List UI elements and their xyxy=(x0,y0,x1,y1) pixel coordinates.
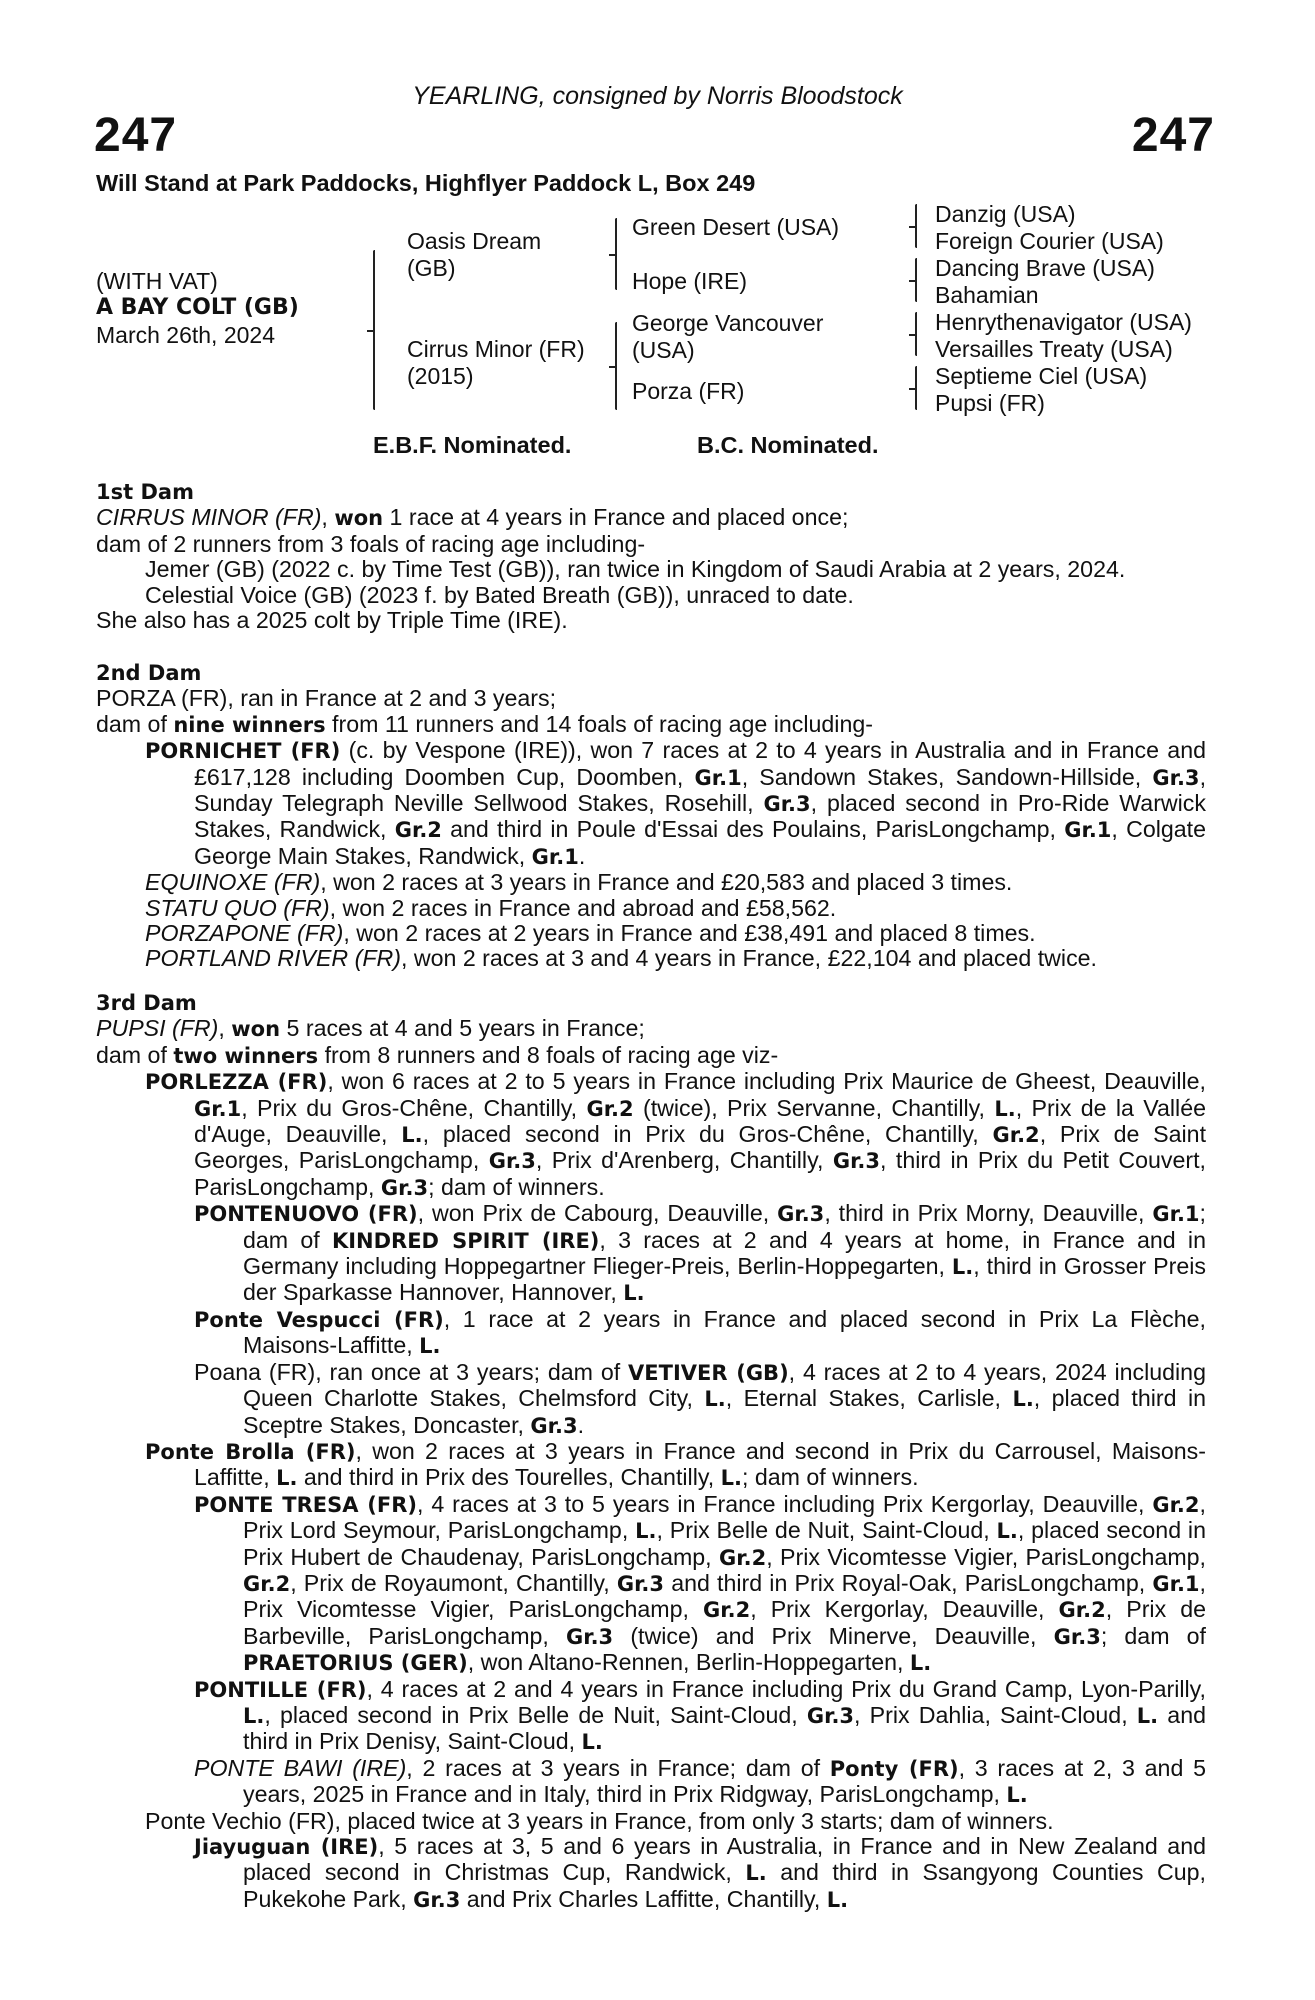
first-dam-record: CIRRUS MINOR (FR), won 1 race at 4 years in France and placed once; xyxy=(96,504,849,531)
stabling-location: Will Stand at Park Paddocks, Highflyer Paddock L, Box 249 xyxy=(96,170,756,196)
pedigree-brace-g2 xyxy=(915,258,917,302)
produce-entry: Celestial Voice (GB) (2023 f. by Bated Breath (GB)), unraced to date. xyxy=(145,581,854,608)
pedigree-brace-dam xyxy=(615,322,617,410)
g3-ancestor: Danzig (USA) xyxy=(935,201,1076,227)
third-dam-heading: 3rd Dam xyxy=(96,991,197,1015)
produce-entry-ponte-brolla: Ponte Brolla (FR), won 2 races at 3 years in France and second in Prix du Carrousel, Maisons-Laffitte, L. and third in Prix des Tourelles, Chantilly, L.; dam of winners. xyxy=(145,1437,1206,1491)
produce-entry-porlezza: PORLEZZA (FR), won 6 races at 2 to 5 years in France including Prix Maurice de Gheest, Deauville, Gr.1, Prix du Gros-Chêne, Chantilly, Gr.2 (twice), Prix Servanne, Chantilly, L., Prix de la Vallée d'Auge, Deauville, L., placed second in Prix du Gros-Chêne, Chantilly, Gr.2, Prix de Saint Georges, ParisLongchamp, Gr.3, Prix d'Arenberg, Chantilly, Gr.3, third in Prix du Petit Couvert, ParisLongchamp, Gr.3; dam of winners. xyxy=(145,1068,1207,1200)
bc-nomination: B.C. Nominated. xyxy=(697,432,879,458)
produce-entry-ponte-vespucci: Ponte Vespucci (FR), 1 race at 2 years in France and placed second in Prix La Flèche, Maisons-Laffitte, L. xyxy=(194,1305,1206,1359)
produce-entry: STATU QUO (FR), won 2 races in France and abroad and £58,562. xyxy=(145,894,837,921)
g3-ancestor: Henrythenavigator (USA) xyxy=(935,309,1192,335)
third-dam-section xyxy=(96,991,1206,1913)
third-dam-produce-summary: dam of two winners from 8 runners and 8 foals of racing age viz- xyxy=(96,1041,779,1068)
pedigree-brace-g1 xyxy=(915,204,917,248)
g3-ancestor: Bahamian xyxy=(935,282,1039,308)
dam-dam: Porza (FR) xyxy=(632,378,745,404)
g3-ancestor: Dancing Brave (USA) xyxy=(935,255,1155,281)
second-dam-produce-summary: dam of nine winners from 11 runners and 14 foals of racing age including- xyxy=(96,710,873,737)
produce-entry-poana: Poana (FR), ran once at 3 years; dam of VETIVER (GB), 4 races at 2 to 4 years, 2024 including Queen Charlotte Stakes, Chelmsford City, L., Eternal Stakes, Carlisle, L., placed third in Sceptre Stakes, Doncaster, Gr.3. xyxy=(194,1358,1206,1438)
g3-ancestor: Pupsi (FR) xyxy=(935,390,1045,416)
produce-note: She also has a 2025 colt by Triple Time (IRE). xyxy=(96,607,568,634)
produce-entry-pornichet: PORNICHET (FR) (c. by Vespone (IRE)), won 7 races at 2 to 4 years in Australia and in France and £617,128 including Doomben Cup, Doomben, Gr.1, Sandown Stakes, Sandown-Hillside, Gr.3, Sunday Telegraph Neville Sellwood Stakes, Rosehill, Gr.3, placed second in Pro-Ride Warwick Stakes, Randwick, Gr.2 and third in Poule d'Essai des Poulains, ParisLongchamp, Gr.1, Colgate George Main Stakes, Randwick, Gr.1. xyxy=(145,737,1207,869)
first-dam-section xyxy=(96,480,1206,633)
foaling-date: March 26th, 2024 xyxy=(96,322,276,348)
catalogue-subtitle: YEARLING, consigned by Norris Bloodstock xyxy=(412,82,903,110)
sire-name: Oasis Dream xyxy=(407,228,542,254)
produce-entry: PORZAPONE (FR), won 2 races at 2 years in France and £38,491 and placed 8 times. xyxy=(145,920,1036,947)
pedigree-brace-sire xyxy=(615,218,617,290)
produce-entry-ponte-bawi: PONTE BAWI (IRE), 2 races at 3 years in France; dam of Ponty (FR), 3 races at 2, 3 and 5 years, 2025 in France and in Italy, third in Prix Ridgway, ParisLongchamp, L. xyxy=(194,1754,1206,1808)
vat-note: (WITH VAT) xyxy=(96,268,218,294)
second-dam-record: PORZA (FR), ran in France at 2 and 3 years; xyxy=(96,685,557,712)
horse-name: A BAY COLT (GB) xyxy=(96,295,299,320)
produce-entry-pontille: PONTILLE (FR), 4 races at 2 and 4 years in France including Prix du Grand Camp, Lyon-Parilly, L., placed second in Prix Belle de Nuit, Saint-Cloud, Gr.3, Prix Dahlia, Saint-Cloud, L. and third in Prix Denisy, Saint-Cloud, L. xyxy=(194,1675,1206,1755)
sire-sire: Green Desert (USA) xyxy=(632,214,840,240)
g3-ancestor: Versailles Treaty (USA) xyxy=(935,336,1173,362)
sire-dam: Hope (IRE) xyxy=(632,268,748,294)
sire-country: (GB) xyxy=(407,255,456,281)
produce-entry: Jemer (GB) (2022 c. by Time Test (GB)), ran twice in Kingdom of Saudi Arabia at 2 years, 2024. xyxy=(145,556,1126,583)
produce-entry-ponte-vechio: Ponte Vechio (FR), placed twice at 3 years in France, from only 3 starts; dam of winners. xyxy=(145,1807,1054,1834)
first-dam-produce-summary: dam of 2 runners from 3 foals of racing age including- xyxy=(96,530,646,557)
dam-sire-country: (USA) xyxy=(632,337,695,363)
produce-entry: EQUINOXE (FR), won 2 races at 3 years in France and £20,583 and placed 3 times. xyxy=(145,869,1013,896)
produce-entry: PORTLAND RIVER (FR), won 2 races at 3 and 4 years in France, £22,104 and placed twice. xyxy=(145,945,1097,972)
second-dam-heading: 2nd Dam xyxy=(96,661,202,685)
third-dam-record: PUPSI (FR), won 5 races at 4 and 5 years in France; xyxy=(96,1015,645,1042)
pedigree-brace-g4 xyxy=(915,366,917,410)
produce-entry-pontenuovo: PONTENUOVO (FR), won Prix de Cabourg, Deauville, Gr.3, third in Prix Morny, Deauville, Gr.1; dam of KINDRED SPIRIT (IRE), 3 races at 2 and 4 years at home, in France and in Germany including Hoppegartner Flieger-Preis, Berlin-Hoppegarten, L., third in Grosser Preis der Sparkasse Hannover, Hannover, L. xyxy=(194,1200,1207,1306)
lot-number-left: 247 xyxy=(94,109,178,162)
ebf-nomination: E.B.F. Nominated. xyxy=(373,432,572,458)
dam-sire: George Vancouver xyxy=(632,310,824,336)
g3-ancestor: Foreign Courier (USA) xyxy=(935,228,1164,254)
dam-name: Cirrus Minor (FR) xyxy=(407,336,585,362)
second-dam-section xyxy=(96,661,1206,972)
pedigree-brace-1 xyxy=(373,250,375,410)
pedigree-brace-g3 xyxy=(915,312,917,356)
g3-ancestor: Septieme Ciel (USA) xyxy=(935,363,1148,389)
produce-entry-ponte-tresa: PONTE TRESA (FR), 4 races at 3 to 5 years in France including Prix Kergorlay, Deauville, Gr.2, Prix Lord Seymour, ParisLongchamp, L., Prix Belle de Nuit, Saint-Cloud, L., placed second in Prix Hubert de Chaudenay, ParisLongchamp, Gr.2, Prix Vicomtesse Vigier, ParisLongchamp, Gr.2, Prix de Royaumont, Chantilly, Gr.3 and third in Prix Royal-Oak, ParisLongchamp, Gr.1, Prix Vicomtesse Vigier, ParisLongchamp, Gr.2, Prix Kergorlay, Deauville, Gr.2, Prix de Barbeville, ParisLongchamp, Gr.3 (twice) and Prix Minerve, Deauville, Gr.3; dam of PRAETORIUS (GER), won Altano-Rennen, Berlin-Hoppegarten, L. xyxy=(194,1490,1207,1676)
dam-year: (2015) xyxy=(407,363,474,389)
produce-entry-jiayuguan: Jiayuguan (IRE), 5 races at 3, 5 and 6 years in Australia, in France and in New Zealand and placed second in Christmas Cup, Randwick, L. and third in Ssangyong Counties Cup, Pukekohe Park, Gr.3 and Prix Charles Laffitte, Chantilly, L. xyxy=(194,1833,1206,1912)
lot-number-right: 247 xyxy=(1131,109,1215,162)
first-dam-heading: 1st Dam xyxy=(96,480,194,504)
